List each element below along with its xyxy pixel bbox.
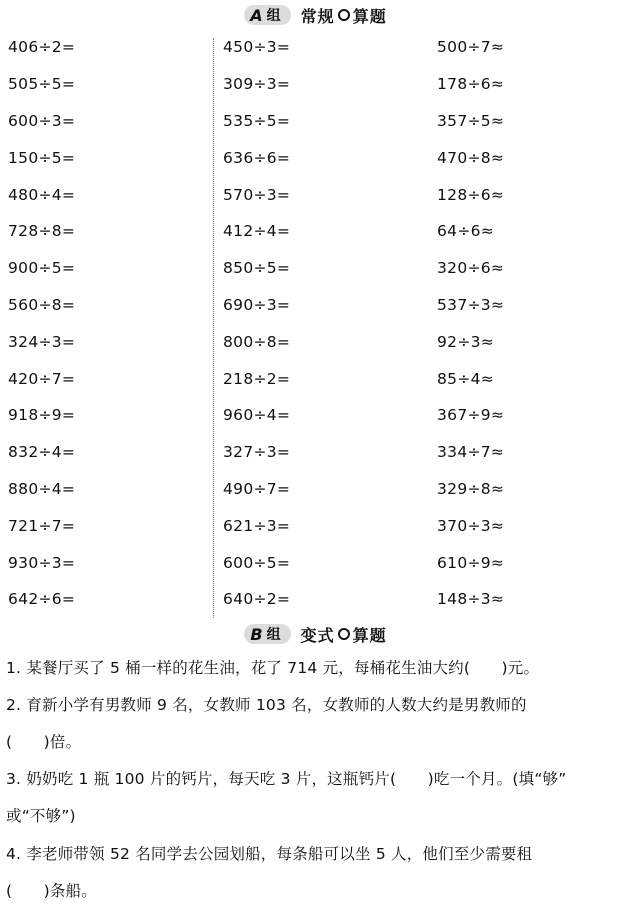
- section-a-header: [0, 2, 631, 28]
- exercise-item: 367÷9≈: [437, 406, 505, 425]
- section-b-badge-word: 组: [266, 627, 281, 643]
- exercise-item: 370÷3≈: [437, 516, 505, 535]
- exercise-column-3: [437, 29, 504, 618]
- exercise-item: 128÷6≈: [437, 185, 505, 204]
- exercise-item: 642÷6=: [8, 590, 76, 609]
- exercise-item: 357÷5≈: [437, 111, 505, 130]
- exercise-item: 570÷3=: [223, 185, 291, 204]
- section-b-header: [0, 621, 631, 647]
- exercise-item: 621÷3=: [223, 516, 291, 535]
- exercise-item: 640÷2=: [223, 590, 291, 609]
- exercise-column-1: [8, 29, 75, 618]
- exercise-item: 636÷6=: [223, 148, 291, 167]
- exercise-item: 930÷3=: [8, 553, 76, 572]
- exercise-item: 64÷6≈: [437, 222, 495, 241]
- exercise-item: 324÷3=: [8, 332, 76, 351]
- section-a-badge-letter: A: [250, 5, 263, 25]
- exercise-item: 450÷3=: [223, 38, 291, 57]
- exercise-item: 85÷4≈: [437, 369, 495, 388]
- exercise-item: 900÷5=: [8, 259, 76, 278]
- exercise-item: 218÷2=: [223, 369, 291, 388]
- exercise-item: 690÷3=: [223, 295, 291, 314]
- section-b-title-before: 变式: [300, 625, 335, 645]
- exercise-item: 309÷3=: [223, 75, 291, 94]
- section-b-title: [301, 623, 387, 646]
- exercise-item: 610÷9≈: [437, 553, 505, 572]
- exercise-item: 832÷4=: [8, 443, 76, 462]
- exercise-item: 406÷2=: [8, 38, 76, 57]
- circle-icon: [338, 9, 350, 21]
- exercise-item: 412÷4=: [223, 222, 291, 241]
- exercise-item: 178÷6≈: [437, 75, 505, 94]
- section-b-badge-letter: B: [250, 624, 263, 644]
- section-b-title-after: 算题: [352, 625, 387, 645]
- exercise-item: 470÷8≈: [437, 148, 505, 167]
- exercise-item: 600÷5=: [223, 553, 291, 572]
- section-a-badge-word: 组: [266, 8, 281, 24]
- exercise-item: 850÷5=: [223, 259, 291, 278]
- exercise-item: 334÷7≈: [437, 443, 505, 462]
- exercise-item: 918÷9=: [8, 406, 76, 425]
- problem-line: 4. 李老师带领 52 名同学去公园划船，每条船可以坐 5 人，他们至少需要租: [6, 844, 533, 863]
- section-a-badge: [244, 5, 290, 25]
- problem-line: 2. 育新小学有男教师 9 名，女教师 103 名，女教师的人数大约是男教师的: [6, 695, 527, 714]
- exercise-item: 148÷3≈: [437, 590, 505, 609]
- word-problems: [6, 648, 631, 908]
- problem-line: 或“不够”): [6, 807, 76, 826]
- section-a-title: [301, 4, 387, 27]
- exercise-item: 480÷4=: [8, 185, 76, 204]
- exercise-item: 500÷7≈: [437, 38, 505, 57]
- problem-line: 1. 某餐厅买了 5 桶一样的花生油，花了 714 元，每桶花生油大约( )元。: [6, 658, 540, 677]
- exercise-item: 505÷5=: [8, 75, 76, 94]
- exercise-item: 800÷8=: [223, 332, 291, 351]
- exercise-item: 537÷3≈: [437, 295, 505, 314]
- column-divider: [213, 38, 214, 618]
- section-a-title-before: 常规: [300, 6, 335, 26]
- exercise-column-2: [223, 29, 290, 618]
- exercise-item: 92÷3≈: [437, 332, 495, 351]
- exercise-item: 560÷8=: [8, 295, 76, 314]
- circle-icon: [338, 628, 350, 640]
- exercise-item: 960÷4=: [223, 406, 291, 425]
- exercise-item: 420÷7=: [8, 369, 76, 388]
- exercise-item: 150÷5=: [8, 148, 76, 167]
- section-a-title-after: 算题: [352, 6, 387, 26]
- exercise-item: 320÷6≈: [437, 259, 505, 278]
- exercise-item: 721÷7=: [8, 516, 76, 535]
- problem-line: ( )条船。: [6, 881, 97, 900]
- exercise-item: 327÷3=: [223, 443, 291, 462]
- exercise-item: 880÷4=: [8, 479, 76, 498]
- exercise-item: 329÷8≈: [437, 479, 505, 498]
- exercise-item: 490÷7=: [223, 479, 291, 498]
- problem-line: ( )倍。: [6, 732, 82, 751]
- exercise-item: 728÷8=: [8, 222, 76, 241]
- exercise-item: 600÷3=: [8, 111, 76, 130]
- section-b-badge: [244, 624, 290, 644]
- exercise-item: 535÷5=: [223, 111, 291, 130]
- problem-line: 3. 奶奶吃 1 瓶 100 片的钙片，每天吃 3 片，这瓶钙片( )吃一个月。(填“够”: [6, 770, 567, 789]
